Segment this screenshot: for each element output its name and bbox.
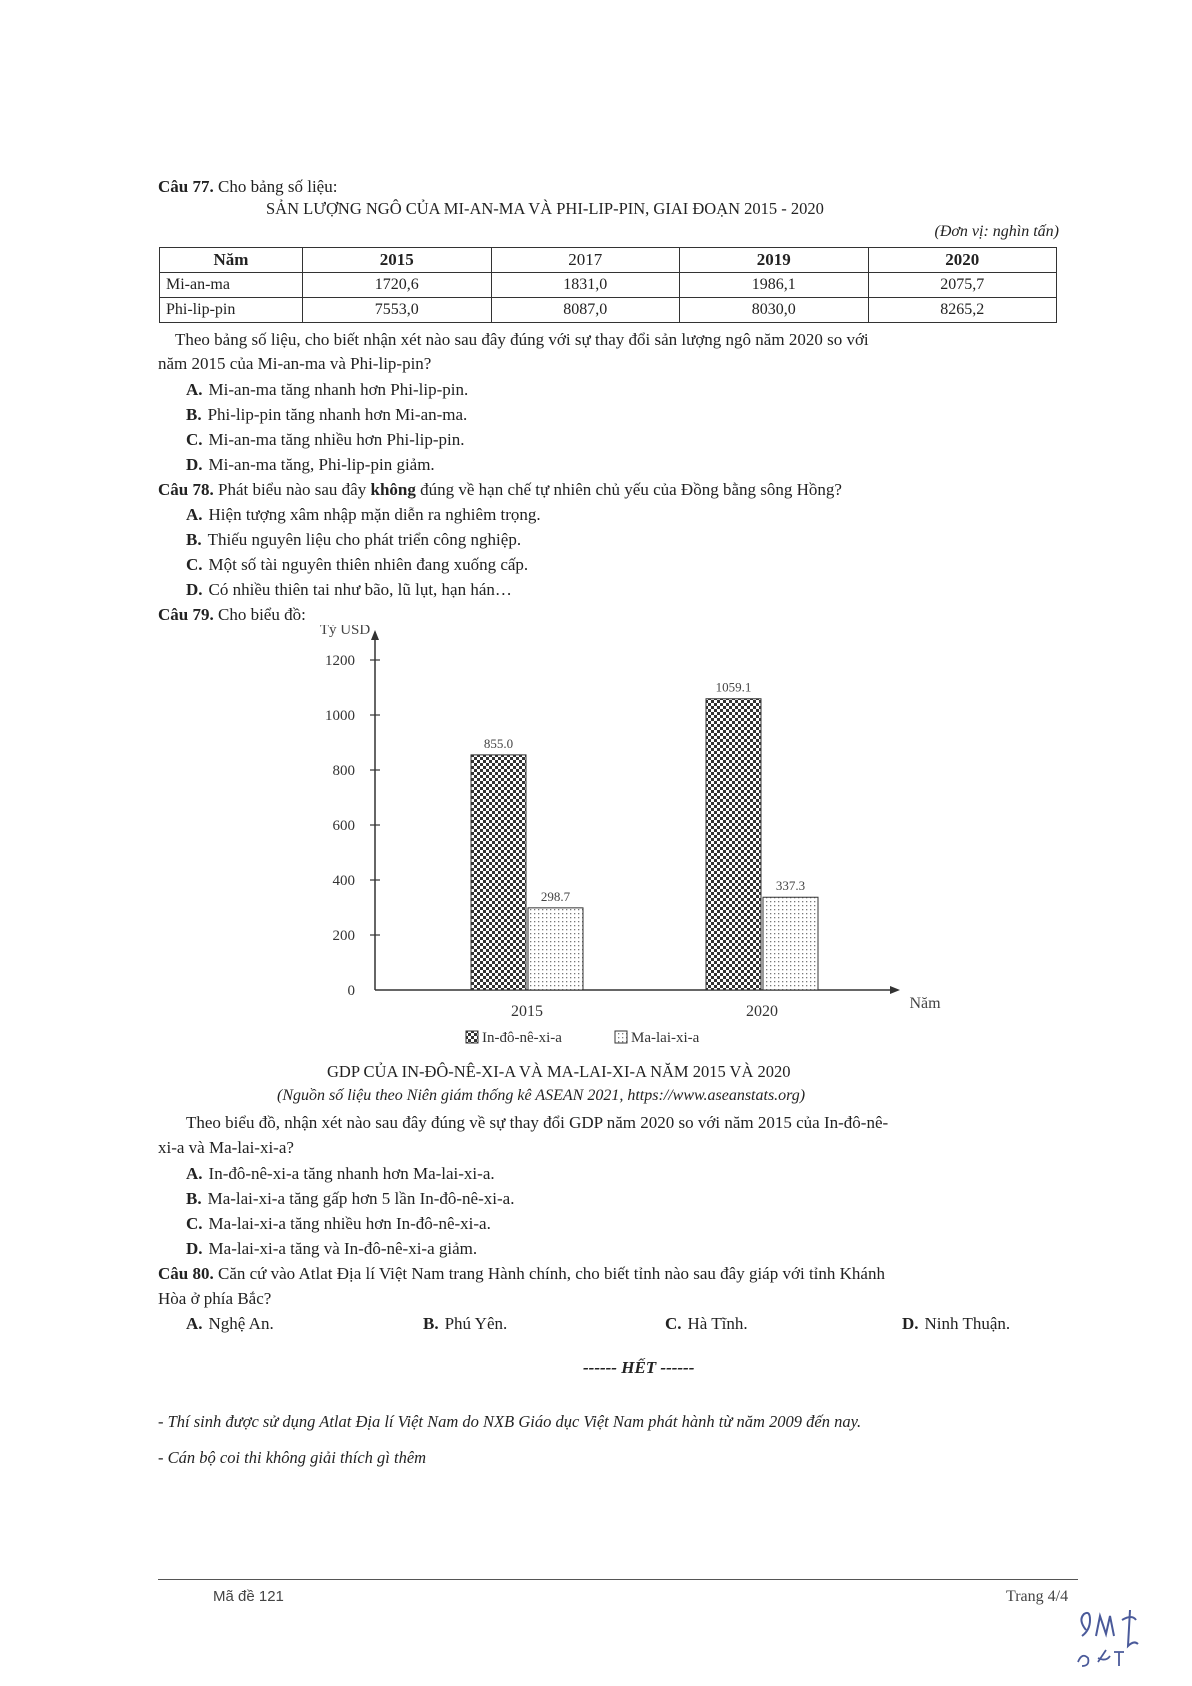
handwritten-signature xyxy=(1068,1600,1188,1680)
table-cell: 8030,0 xyxy=(680,298,869,323)
q79-question-line1: Theo biểu đồ, nhận xét nào sau đây đúng về sự thay đổi GDP năm 2020 so với năm 2015 của In-đô-nê- xyxy=(186,1113,889,1132)
table-cell: 1831,0 xyxy=(491,273,680,298)
legend-label-malaysia: Ma-lai-xi-a xyxy=(631,1030,700,1046)
q80-option-d[interactable] xyxy=(902,1314,1010,1334)
footer-page-number: Trang 4/4 xyxy=(1006,1588,1069,1605)
end-mark: ------ HẾT ------ xyxy=(583,1358,695,1377)
q80-label: Câu 80. xyxy=(158,1264,214,1283)
gdp-bar-chart xyxy=(270,625,1010,1055)
option-text: Ma-lai-xi-a tăng và In-đô-nê-xi-a giảm. xyxy=(208,1239,478,1258)
q78-heading xyxy=(158,480,842,500)
table-cell: 1720,6 xyxy=(303,273,492,298)
option-letter: D. xyxy=(902,1314,919,1333)
q80-text-line2: Hòa ở phía Bắc? xyxy=(158,1289,272,1308)
q80-text-line1: Căn cứ vào Atlat Địa lí Việt Nam trang Hành chính, cho biết tỉnh nào sau đây giáp với tỉnh Khánh xyxy=(217,1264,885,1283)
table-cell: 7553,0 xyxy=(303,298,492,323)
q80-option-c[interactable] xyxy=(665,1314,748,1334)
option-text: Ma-lai-xi-a tăng nhiều hơn In-đô-nê-xi-a. xyxy=(208,1214,491,1233)
q77-unit: (Đơn vị: nghìn tấn) xyxy=(934,223,1059,240)
table-row xyxy=(160,298,1057,323)
option-letter: C. xyxy=(186,555,203,574)
header-cell: 2020 xyxy=(868,248,1057,273)
q78-option-c[interactable] xyxy=(186,555,528,575)
q79-chart-caption: GDP CỦA IN-ĐÔ-NÊ-XI-A VÀ MA-LAI-XI-A NĂM 2015 VÀ 2020 xyxy=(327,1062,791,1081)
x-tick-label: 2015 xyxy=(511,1003,543,1020)
option-letter: A. xyxy=(186,505,203,524)
header-cell: Năm xyxy=(160,248,303,273)
footer-divider xyxy=(158,1579,1078,1580)
q79-heading xyxy=(158,605,306,625)
q78-text-after: đúng về hạn chế tự nhiên chủ yếu của Đồng bằng sông Hồng? xyxy=(420,480,842,499)
bar-malaysia xyxy=(528,908,583,990)
bar-malaysia xyxy=(763,897,818,990)
footer-exam-code: Mã đề 121 xyxy=(213,1588,284,1605)
table-cell: 2075,7 xyxy=(868,273,1057,298)
q77-label: Câu 77. xyxy=(158,177,214,196)
q79-option-b[interactable] xyxy=(186,1189,514,1209)
option-text: Hà Tĩnh. xyxy=(687,1314,748,1333)
option-text: Mi-an-ma tăng nhanh hơn Phi-lip-pin. xyxy=(208,380,469,399)
row-name: Mi-an-ma xyxy=(160,273,303,298)
legend-label-indonesia: In-đô-nê-xi-a xyxy=(482,1030,562,1046)
option-text: Có nhiều thiên tai như bão, lũ lụt, hạn hán… xyxy=(208,580,512,599)
option-text: Mi-an-ma tăng, Phi-lip-pin giảm. xyxy=(208,455,435,474)
q79-option-d[interactable] xyxy=(186,1239,477,1259)
q77-option-d[interactable] xyxy=(186,455,435,475)
bar-indonesia xyxy=(706,699,761,990)
header-cell: 2017 xyxy=(491,248,680,273)
option-text: In-đô-nê-xi-a tăng nhanh hơn Ma-lai-xi-a. xyxy=(208,1164,495,1183)
q78-option-b[interactable] xyxy=(186,530,521,550)
q77-option-c[interactable] xyxy=(186,430,464,450)
q77-question-line1: Theo bảng số liệu, cho biết nhận xét nào sau đây đúng với sự thay đổi sản lượng ngô năm 2020 so với xyxy=(175,330,869,349)
x-tick-label: 2020 xyxy=(746,1003,778,1020)
option-letter: D. xyxy=(186,1239,203,1258)
q79-option-a[interactable] xyxy=(186,1164,495,1184)
bar-value-label: 298.7 xyxy=(540,888,571,904)
q77-data-table xyxy=(159,247,1057,323)
option-letter: C. xyxy=(186,1214,203,1233)
option-letter: A. xyxy=(186,380,203,399)
q79-chart-source: (Nguồn số liệu theo Niên giám thống kê ASEAN 2021, https://www.aseanstats.org) xyxy=(277,1087,806,1104)
option-letter: D. xyxy=(186,455,203,474)
q80-option-a[interactable] xyxy=(186,1314,274,1334)
header-cell: 2019 xyxy=(680,248,869,273)
option-text: Thiếu nguyên liệu cho phát triển công nghiệp. xyxy=(207,530,522,549)
option-text: Ma-lai-xi-a tăng gấp hơn 5 lần In-đô-nê-xi-a. xyxy=(207,1189,515,1208)
option-text: Nghệ An. xyxy=(208,1314,274,1333)
y-tick-label: 600 xyxy=(332,818,355,834)
option-text: Phú Yên. xyxy=(444,1314,508,1333)
table-cell: 8265,2 xyxy=(868,298,1057,323)
table-header-row xyxy=(160,248,1057,273)
y-axis-arrow xyxy=(371,630,379,640)
q79-intro: Cho biểu đồ: xyxy=(217,605,306,624)
q79-question-line2: xi-a và Ma-lai-xi-a? xyxy=(158,1138,294,1157)
q77-question-line2: năm 2015 của Mi-an-ma và Phi-lip-pin? xyxy=(158,354,432,373)
y-tick-label: 200 xyxy=(332,928,355,944)
q80-option-b[interactable] xyxy=(423,1314,507,1334)
q77-intro: Cho bảng số liệu: xyxy=(217,177,338,196)
q78-text-bold: không xyxy=(370,480,416,499)
x-axis-title: Năm xyxy=(909,995,941,1012)
y-axis-title: Tỷ USD xyxy=(319,625,371,638)
y-tick-label: 1000 xyxy=(325,708,355,724)
q78-label: Câu 78. xyxy=(158,480,214,499)
option-letter: B. xyxy=(186,530,202,549)
q77-table-title: SẢN LƯỢNG NGÔ CỦA MI-AN-MA VÀ PHI-LIP-PIN, GIAI ĐOẠN 2015 - 2020 xyxy=(266,199,824,218)
y-tick-label: 400 xyxy=(332,873,355,889)
q78-option-a[interactable] xyxy=(186,505,541,525)
option-letter: C. xyxy=(186,430,203,449)
table-cell: 8087,0 xyxy=(491,298,680,323)
bar-value-label: 1059.1 xyxy=(715,679,752,695)
option-text: Phi-lip-pin tăng nhanh hơn Mi-an-ma. xyxy=(207,405,468,424)
bar-value-label: 855.0 xyxy=(483,735,514,751)
q79-label: Câu 79. xyxy=(158,605,214,624)
q77-heading xyxy=(158,177,337,197)
option-text: Một số tài nguyên thiên nhiên đang xuống cấp. xyxy=(208,555,529,574)
option-letter: A. xyxy=(186,1314,203,1333)
note-1: - Thí sinh được sử dụng Atlat Địa lí Việt Nam do NXB Giáo dục Việt Nam phát hành từ năm 2009 đến nay. xyxy=(158,1412,862,1431)
q80-heading xyxy=(158,1264,885,1284)
option-letter: B. xyxy=(423,1314,439,1333)
row-name: Phi-lip-pin xyxy=(160,298,303,323)
y-tick-label: 0 xyxy=(347,983,355,999)
table-row xyxy=(160,273,1057,298)
option-letter: B. xyxy=(186,1189,202,1208)
option-letter: C. xyxy=(665,1314,682,1333)
option-letter: A. xyxy=(186,1164,203,1183)
option-text: Mi-an-ma tăng nhiều hơn Phi-lip-pin. xyxy=(208,430,465,449)
y-tick-label: 800 xyxy=(332,763,355,779)
option-letter: D. xyxy=(186,580,203,599)
q77-option-b[interactable] xyxy=(186,405,467,425)
header-cell: 2015 xyxy=(303,248,492,273)
table-cell: 1986,1 xyxy=(680,273,869,298)
bar-indonesia xyxy=(471,755,526,990)
y-tick-label: 1200 xyxy=(325,653,355,669)
option-text: Hiện tượng xâm nhập mặn diễn ra nghiêm trọng. xyxy=(208,505,541,524)
q79-option-c[interactable] xyxy=(186,1214,491,1234)
legend-swatch-malaysia xyxy=(615,1031,627,1043)
note-2: - Cán bộ coi thi không giải thích gì thêm xyxy=(158,1448,427,1467)
q78-text-before: Phát biểu nào sau đây xyxy=(217,480,367,499)
x-axis-arrow xyxy=(890,986,900,994)
bar-value-label: 337.3 xyxy=(775,878,806,894)
option-letter: B. xyxy=(186,405,202,424)
option-text: Ninh Thuận. xyxy=(924,1314,1011,1333)
q78-option-d[interactable] xyxy=(186,580,512,600)
legend-swatch-indonesia xyxy=(466,1031,478,1043)
q77-option-a[interactable] xyxy=(186,380,468,400)
